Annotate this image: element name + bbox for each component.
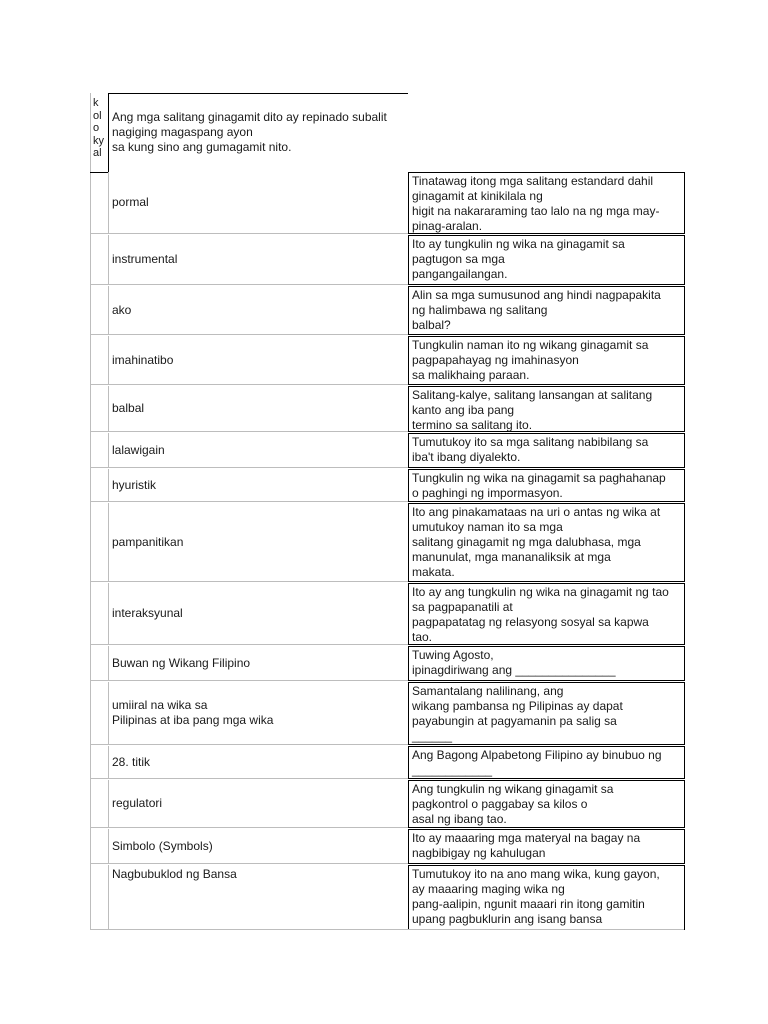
definition-cell-right-border xyxy=(684,286,685,335)
definition-cell-top-border xyxy=(408,829,684,830)
definition-text: Ito ang pinakamataas na uri o antas ng wika at umutukoy naman ito sa mga salitang ginagamit ng mga dalubhasa, mga manunulat, mga mananaliksik at mga makata. xyxy=(412,505,661,579)
definition-text: Ang Bagong Alpabetong Filipino ay binubuo ng ____________ xyxy=(412,748,662,777)
side-vertical-label: k ol o ky al xyxy=(93,97,104,160)
definition-cell-left-border xyxy=(408,469,409,502)
definition-cell-left-border xyxy=(408,386,409,432)
definition-cell-right-border xyxy=(684,235,685,285)
definition-text: Ito ay tungkulin ng wika na ginagamit sa pagtugon sa mga pangangailangan. xyxy=(412,237,625,281)
row-separator xyxy=(90,863,408,864)
term-text: imahinatibo xyxy=(112,353,174,367)
definition-cell-bottom-border xyxy=(408,827,684,828)
row-separator xyxy=(90,581,408,582)
definition-cell-bottom-border xyxy=(408,863,684,864)
definition-cell-bottom-border xyxy=(408,778,684,779)
definition-text: Tumutukoy ito sa mga salitang nabibilang sa iba't ibang diyalekto. xyxy=(412,435,649,464)
definition-text: Samantalang nalilinang, ang wikang pambansa ng Pilipinas ay dapat payabungin at pagyamanin pa salig sa ______ xyxy=(412,684,623,743)
definition-cell-top-border xyxy=(408,865,684,866)
definition-cell-right-border xyxy=(684,386,685,432)
header-bottom-border xyxy=(90,172,108,173)
definition-cell-top-border xyxy=(408,646,684,647)
definition-cell-bottom-border xyxy=(408,334,684,335)
definition-cell-top-border xyxy=(408,583,684,584)
row-separator xyxy=(90,827,408,828)
definition-cell-left-border xyxy=(408,336,409,385)
definition-cell-right-border xyxy=(684,746,685,779)
definition-cell-top-border xyxy=(408,336,684,337)
definition-cell-left-border xyxy=(408,503,409,582)
term-cell-left-border xyxy=(108,386,109,432)
definition-cell-top-border xyxy=(408,386,684,387)
term-cell-left-border xyxy=(108,780,109,828)
term-cell-left-border xyxy=(108,682,109,745)
term-cell-left-border xyxy=(108,829,109,864)
row-separator xyxy=(90,501,408,502)
definition-cell-left-border xyxy=(408,780,409,828)
definition-cell-bottom-border xyxy=(408,581,684,582)
definition-cell-right-border xyxy=(684,433,685,468)
term-text: regulatori xyxy=(112,796,163,810)
term-text: umiiral na wika sa Pilipinas at iba pang mga wika xyxy=(112,698,274,727)
row-separator xyxy=(90,744,408,745)
row-separator xyxy=(90,680,408,681)
definition-cell-left-border xyxy=(408,865,409,930)
definition-text: Tumutukoy ito na ano mang wika, kung gayon, ay maaaring maging wika ng pang-aalipin, ngunit maaari rin itong gamitin upang pagbuklurin ang isang bansa xyxy=(412,867,660,926)
definition-cell-top-border xyxy=(408,503,684,504)
term-cell-left-border xyxy=(108,433,109,468)
definition-cell-bottom-border xyxy=(408,744,684,745)
definition-cell-right-border xyxy=(684,780,685,828)
term-text: hyuristik xyxy=(112,478,157,492)
row-separator xyxy=(90,233,408,234)
definition-cell-left-border xyxy=(408,829,409,864)
term-cell-left-border xyxy=(108,583,109,645)
definition-cell-right-border xyxy=(684,469,685,502)
term-text: Nagbubuklod ng Bansa xyxy=(112,867,237,881)
definition-cell-right-border xyxy=(684,583,685,645)
term-text: pormal xyxy=(112,195,149,209)
term-cell-left-border xyxy=(108,235,109,285)
definition-cell-right-border xyxy=(684,503,685,582)
definition-text: Ang tungkulin ng wikang ginagamit sa pagkontrol o paggabay sa kilos o asal ng ibang tao. xyxy=(412,782,614,826)
definition-cell-bottom-border xyxy=(408,284,684,285)
term-text: balbal xyxy=(112,401,145,415)
definition-cell-top-border xyxy=(408,433,684,434)
definition-cell-top-border xyxy=(408,235,684,236)
definition-cell-bottom-border xyxy=(408,501,684,502)
header-top-border xyxy=(108,93,408,94)
definition-cell-top-border xyxy=(408,469,684,470)
definition-text: Salitang-kalye, salitang lansangan at salitang kanto ang iba pang termino sa salitang ito. xyxy=(412,388,653,432)
term-text: Buwan ng Wikang Filipino xyxy=(112,656,251,670)
term-text: pampanitikan xyxy=(112,535,184,549)
row-separator xyxy=(90,467,408,468)
term-cell-left-border xyxy=(108,503,109,582)
term-text: interaksyunal xyxy=(112,606,183,620)
definition-text: Tuwing Agosto, ipinagdiriwang ang _______________ xyxy=(412,648,616,677)
term-cell-left-border xyxy=(108,865,109,930)
row-separator xyxy=(90,644,408,645)
table-bottom-border xyxy=(90,929,684,930)
term-cell-left-border xyxy=(108,286,109,335)
term-text: instrumental xyxy=(112,252,178,266)
definition-cell-left-border xyxy=(408,172,409,234)
term-text: Simbolo (Symbols) xyxy=(112,839,213,853)
definition-cell-left-border xyxy=(408,235,409,285)
header-side-divider xyxy=(108,93,109,172)
definition-cell-right-border xyxy=(684,336,685,385)
definition-cell-left-border xyxy=(408,646,409,681)
term-cell-left-border xyxy=(108,469,109,502)
definition-text: Ito ay maaaring mga materyal na bagay na nagbibigay ng kahulugan xyxy=(412,831,641,860)
definition-cell-bottom-border xyxy=(408,680,684,681)
definition-cell-bottom-border xyxy=(408,384,684,385)
definition-cell-bottom-border xyxy=(408,467,684,468)
term-text: lalawigain xyxy=(112,443,165,457)
definition-cell-top-border xyxy=(408,780,684,781)
definition-text: Tungkulin naman ito ng wikang ginagamit sa pagpapahayag ng imahinasyon sa malikhaing paraan. xyxy=(412,338,649,382)
definition-cell-right-border xyxy=(684,646,685,681)
term-text: 28. titik xyxy=(112,755,151,769)
definition-cell-right-border xyxy=(684,172,685,234)
row-separator xyxy=(90,384,408,385)
definition-cell-left-border xyxy=(408,286,409,335)
term-cell-left-border xyxy=(108,336,109,385)
table-left-border xyxy=(90,93,91,930)
definition-cell-right-border xyxy=(684,829,685,864)
term-cell-left-border xyxy=(108,172,109,234)
definition-cell-right-border xyxy=(684,682,685,745)
definition-cell-top-border xyxy=(408,286,684,287)
definition-cell-top-border xyxy=(408,682,684,683)
definition-cell-right-border xyxy=(684,865,685,930)
header-term-text: Ang mga salitang ginagamit dito ay repinado subalit nagiging magaspang ayon sa kung sino ang gumagamit nito. xyxy=(112,110,387,154)
definition-cell-left-border xyxy=(408,433,409,468)
term-cell-left-border xyxy=(108,646,109,681)
definition-cell-top-border xyxy=(408,746,684,747)
definition-text: Tungkulin ng wika na ginagamit sa paghahanap o paghingi ng impormasyon. xyxy=(412,471,666,500)
definition-text: Ito ay ang tungkulin ng wika na ginagamit ng tao sa pagpapanatili at pagpapatatag ng relasyong sosyal sa kapwa tao. xyxy=(412,585,669,644)
term-text: ako xyxy=(112,303,132,317)
definition-cell-left-border xyxy=(408,583,409,645)
row-separator xyxy=(90,284,408,285)
definition-cell-top-border xyxy=(408,172,684,173)
term-cell-left-border xyxy=(108,746,109,779)
row-separator xyxy=(90,778,408,779)
definition-text: Alin sa mga sumusunod ang hindi nagpapakita ng halimbawa ng salitang balbal? xyxy=(412,288,661,332)
row-separator xyxy=(90,334,408,335)
definition-cell-left-border xyxy=(408,746,409,779)
definition-cell-left-border xyxy=(408,682,409,745)
row-separator xyxy=(90,431,408,432)
definition-text: Tinatawag itong mga salitang estandard dahil ginagamit at kinikilala ng higit na nakararaming tao lalo na ng mga may- pinag-aralan. xyxy=(412,174,660,233)
